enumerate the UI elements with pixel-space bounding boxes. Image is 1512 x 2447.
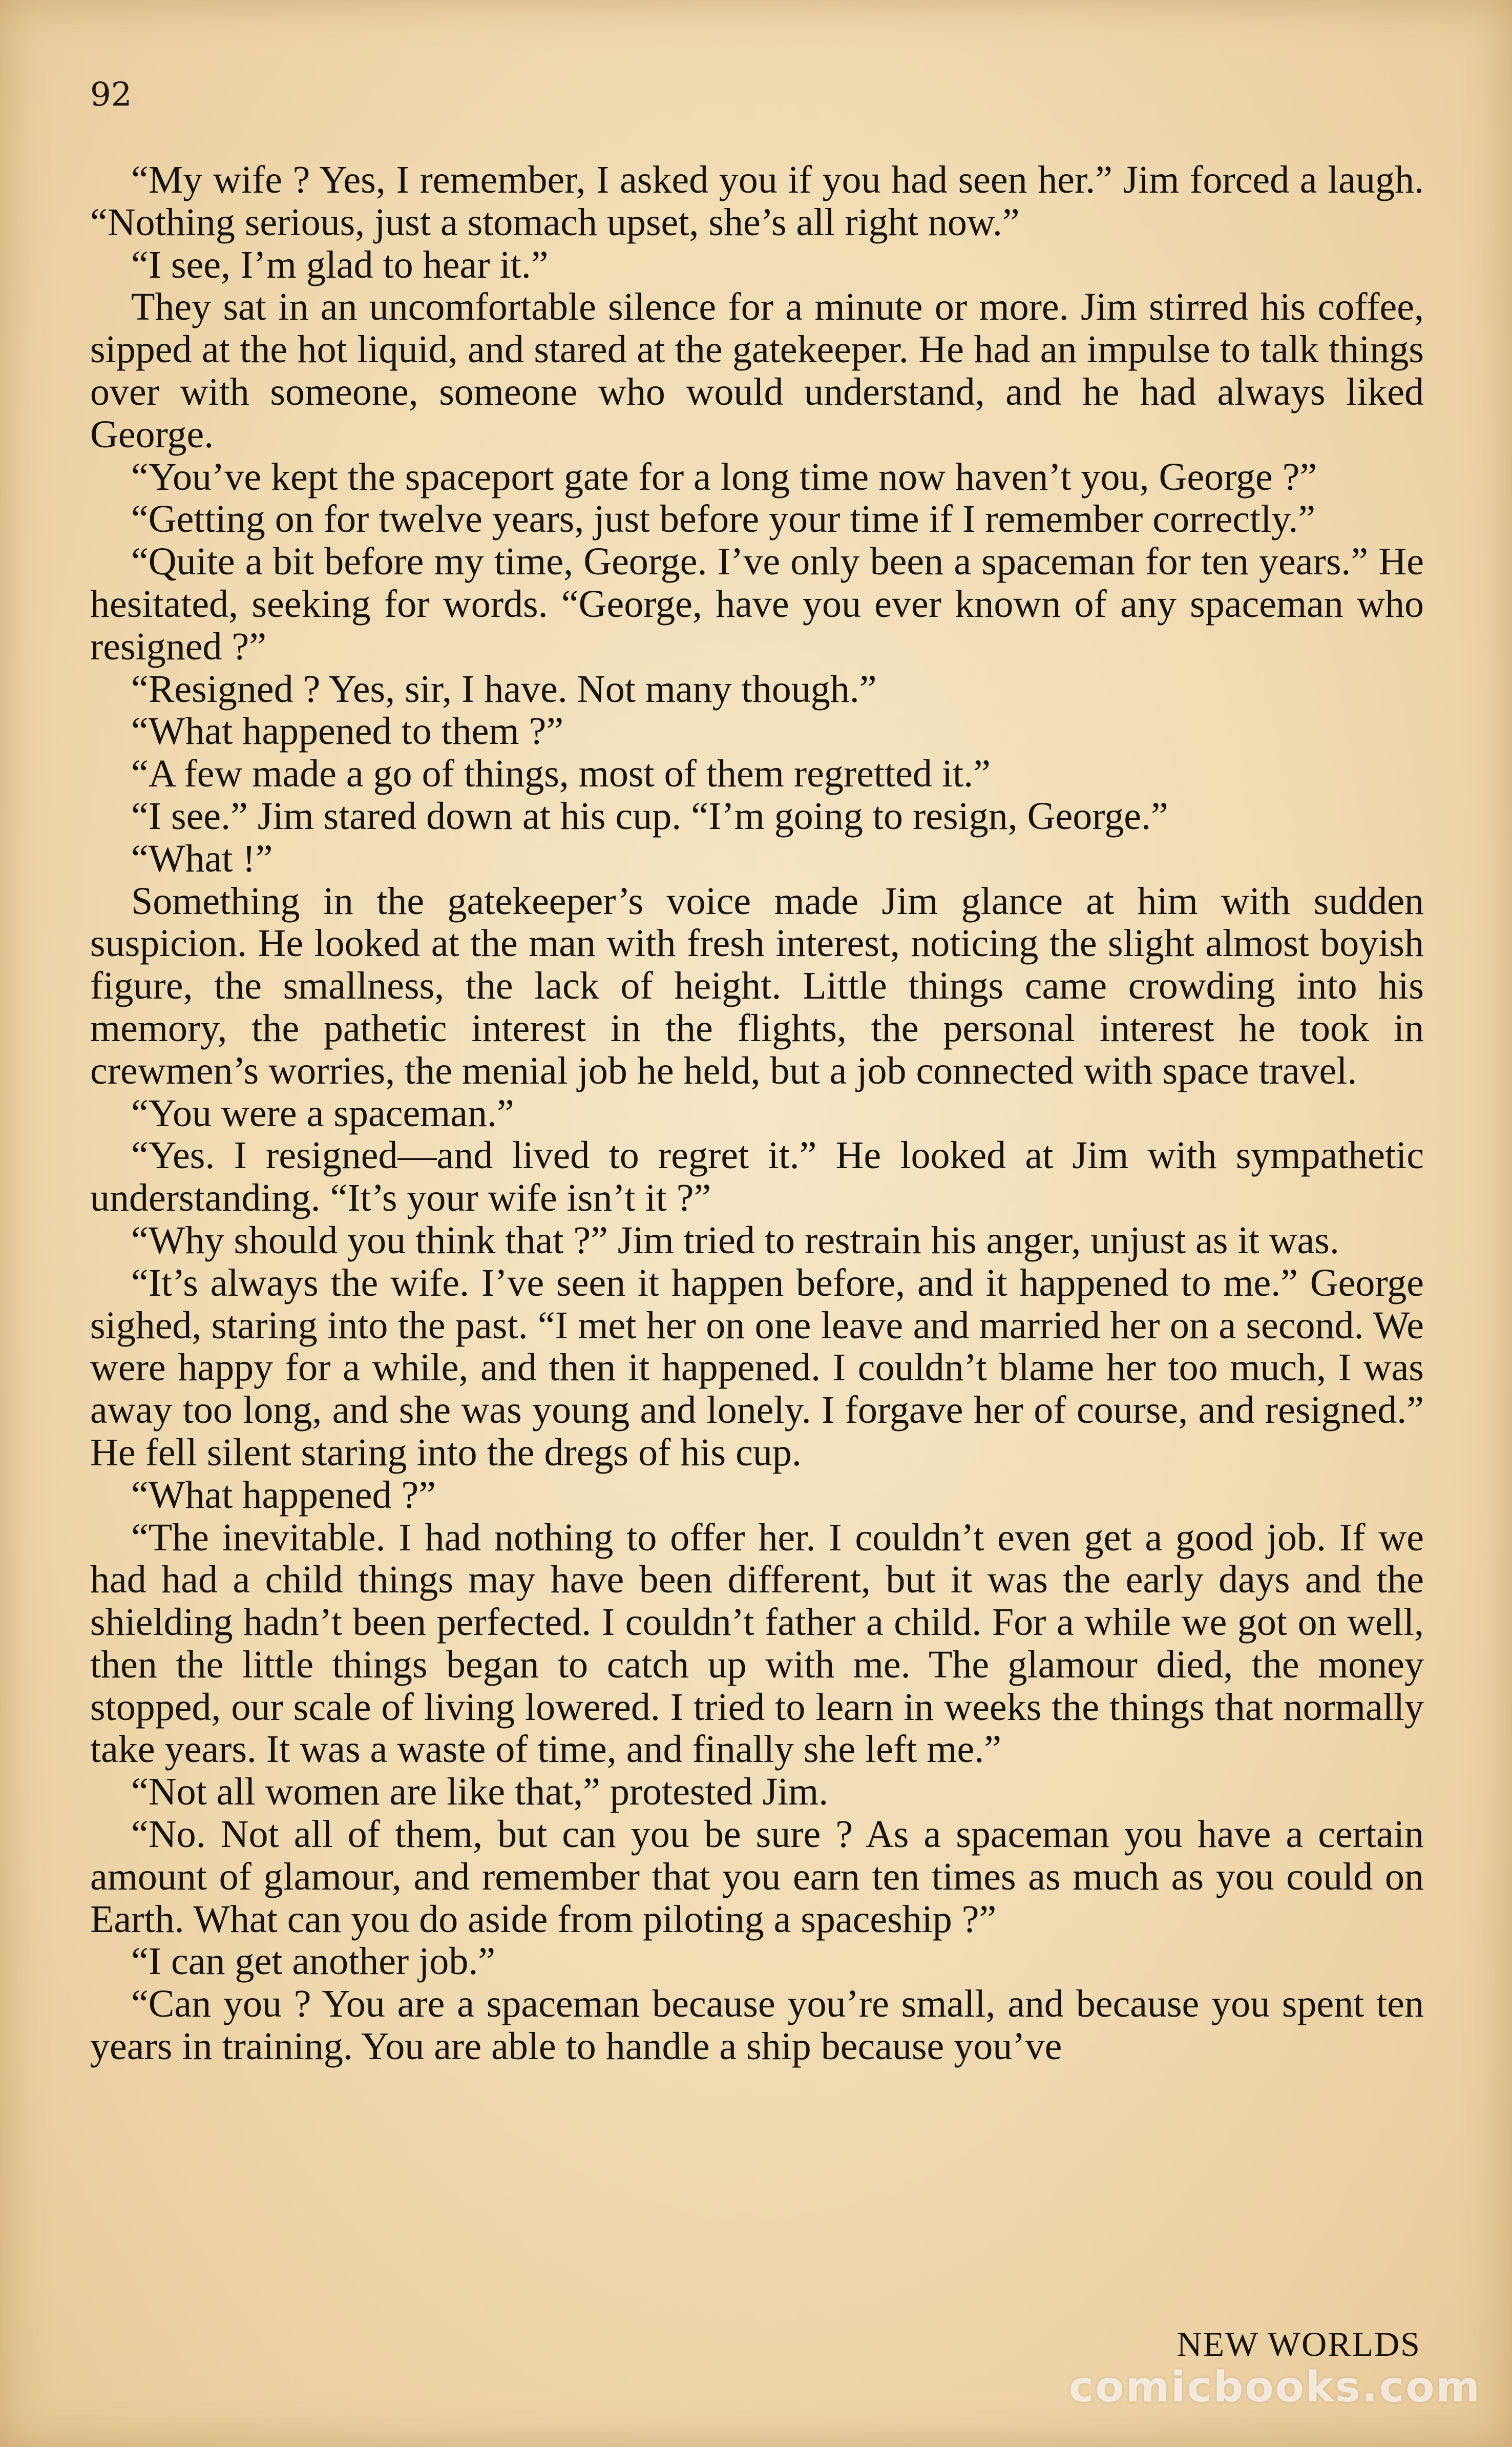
paragraph: “Why should you think that ?” Jim tried to restrain his anger, unjust as it was.	[131, 1218, 1339, 1262]
paragraph: “No. Not all of them, but can you be sure ? As a spaceman you have a certain amount of glamour, and remember that you earn ten times as much as you could on Earth. What can you do aside from piloting a spaceship ?”	[90, 1813, 1424, 1941]
paragraph: “Quite a bit before my time, George. I’ve only been a spaceman for ten years.” He hesitated, seeking for words. “George, have you ever known of any spaceman who resigned ?”	[90, 540, 1424, 668]
paragraph: “Not all women are like that,” protested Jim.	[131, 1770, 829, 1814]
running-footer: NEW WORLDS	[1177, 2325, 1421, 2363]
paragraph: “It’s always the wife. I’ve seen it happen before, and it happened to me.” George sighed, staring into the past. “I met her on one leave and married her on a second. We were happy for a while, and then it happened. I couldn’t blame her too much, I was away too long, and she was young and lonely. I forgave her of course, and resigned.” He fell silent staring into the dregs of his cup.	[90, 1261, 1424, 1474]
watermark: comicbooks.com	[1068, 2363, 1481, 2412]
paragraph: They sat in an uncomfortable silence for a minute or more. Jim stirred his coffee, sipped at the hot liquid, and stared at the gatekeeper. He had an impulse to talk things over with someone, someone who would understand, and he had always liked George.	[90, 285, 1424, 456]
paragraph: “What happened ?”	[131, 1473, 436, 1517]
paragraph: “I see, I’m glad to hear it.”	[131, 243, 549, 286]
paragraph: “I can get another job.”	[131, 1940, 496, 1983]
paragraph: “You were a spaceman.”	[131, 1091, 514, 1135]
paragraph: “The inevitable. I had nothing to offer her. I couldn’t even get a good job. If we had had a child things may have been different, but it was the early days and the shielding hadn’t been perfected. I couldn’t father a child. For a while we got on well, then the little things began to catch up with me. The glamour died, the money stopped, our scale of living lowered. I tried to learn in weeks the things that normally take years. It was a waste of time, and finally she left me.”	[90, 1516, 1424, 1771]
paragraph: “You’ve kept the spaceport gate for a long time now haven’t you, George ?”	[131, 455, 1317, 499]
paragraph: “Yes. I resigned—and lived to regret it.” He looked at Jim with sympathetic understanding. “It’s your wife isn’t it ?”	[90, 1134, 1424, 1220]
paragraph: “Can you ? You are a spaceman because you’re small, and because you spent ten years in training. You are able to handle a ship because you’ve	[90, 1982, 1424, 2068]
paragraph: “A few made a go of things, most of them regretted it.”	[131, 752, 991, 796]
paragraph: Something in the gatekeeper’s voice made Jim glance at him with sudden suspicion. He looked at the man with fresh interest, noticing the slight almost boyish figure, the smallness, the lack of height. Little things came crowding into his memory, the pathetic interest in the flights, the personal interest he took in crewmen’s worries, the menial job he held, but a job connected with space travel.	[90, 879, 1424, 1092]
page-number: 92	[90, 76, 132, 114]
story-text	[90, 159, 1424, 2068]
paragraph: “My wife ? Yes, I remember, I asked you if you had seen her.” Jim forced a laugh. “Nothing serious, just a stomach upset, she’s all right now.”	[90, 158, 1424, 244]
paragraph: “I see.” Jim stared down at his cup. “I’m going to resign, George.”	[131, 794, 1168, 838]
paragraph: “Getting on for twelve years, just before your time if I remember correctly.”	[131, 497, 1316, 541]
paragraph: “Resigned ? Yes, sir, I have. Not many though.”	[131, 667, 877, 711]
paragraph: “What happened to them ?”	[131, 710, 564, 753]
paragraph: “What !”	[131, 837, 273, 880]
